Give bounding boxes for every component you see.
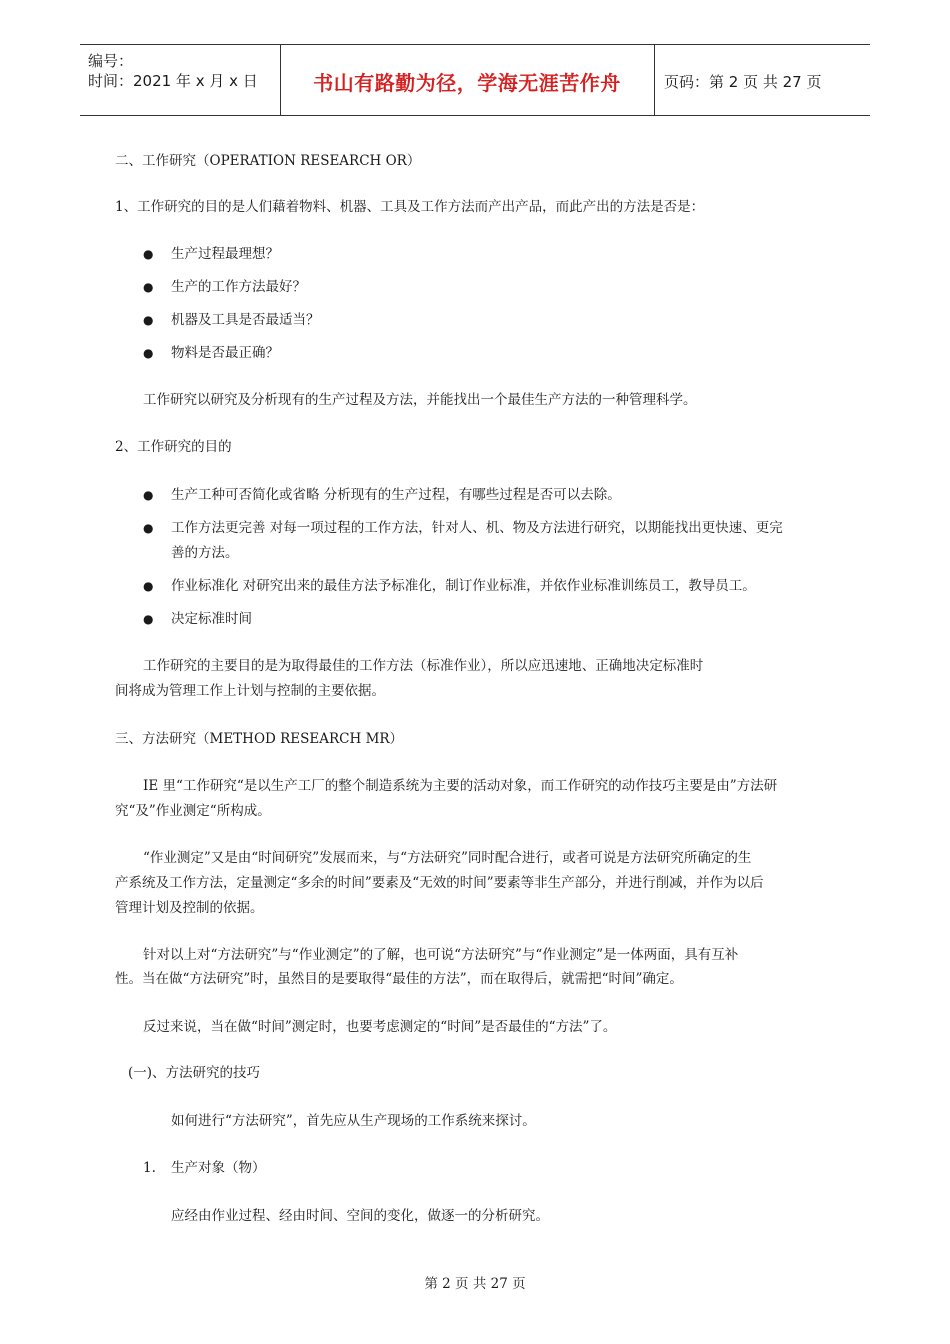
list-item: 工作方法更完善 对每一项过程的工作方法，针对人、机、物及方法进行研究，以期能找出更快速、更完 [171,520,783,536]
paragraph: 2、工作研究的目的 [115,439,232,455]
section-heading: 三、方法研究（METHOD RESEARCH MR） [115,731,404,747]
list-number: 1. [143,1160,156,1176]
bullet-icon: ● [143,313,154,327]
date-label: 时间：2021 年 x 月 x 日 [88,72,258,90]
paragraph: 工作研究以研究及分析现有的生产过程及方法，并能找出一个最佳生产方法的一种管理科学。 [143,392,697,408]
paragraph: 如何进行“方法研究”，首先应从生产现场的工作系统来探讨。 [171,1113,536,1129]
paragraph: “作业测定”又是由“时间研究”发展而来，与“方法研究”同时配合进行，或者可说是方法研究所确定的生 [143,850,752,866]
list-item: 机器及工具是否最适当？ [171,312,320,328]
list-item: 决定标准时间 [171,611,252,627]
subsection-heading: (一)、方法研究的技巧 [128,1065,261,1081]
paragraph: 应经由作业过程、经由时间、空间的变化，做逐一的分析研究。 [171,1208,549,1224]
paragraph: 工作研究的主要目的是为取得最佳的工作方法（标准作业），所以应迅速地、正确地决定标准时 [143,658,704,674]
paragraph: 反过来说，当在做“时间”测定时，也要考虑测定的“时间”是否最佳的“方法”了。 [143,1019,617,1035]
list-item: 生产工种可否简化或省略 分析现有的生产过程，有哪些过程是否可以去除。 [171,487,621,503]
header-divider [654,45,655,115]
list-item-continuation: 善的方法。 [171,545,239,561]
number-label: 编号： [88,52,134,70]
list-item: 作业标准化 对研究出来的最佳方法予标准化，制订作业标准，并依作业标准训练员工，教导员工。 [171,578,756,594]
paragraph: 究“及”作业测定“所构成。 [115,803,271,819]
list-item: 物料是否最正确？ [171,345,279,361]
section-heading: 二、工作研究（OPERATION RESEARCH OR） [115,153,421,169]
page-footer: 第 2 页 共 27 页 [424,1276,526,1292]
bullet-icon: ● [143,346,154,360]
paragraph: 1、工作研究的目的是人们藉着物料、机器、工具及工作方法而产出产品，而此产出的方法是否是： [115,199,705,215]
bullet-icon: ● [143,280,154,294]
list-item: 生产的工作方法最好？ [171,279,306,295]
page-header [80,44,870,116]
bullet-icon: ● [143,488,154,502]
list-item: 生产对象（物） [171,1160,266,1176]
paragraph: 产系统及工作方法，定量测定“多余的时间”要素及“无效的时间”要素等非生产部分，并进行削减，并作为以后 [115,875,764,891]
bullet-icon: ● [143,612,154,626]
bullet-icon: ● [143,579,154,593]
paragraph: IE 里“工作研究“是以生产工厂的整个制造系统为主要的活动对象，而工作研究的动作技巧主要是由”方法研 [143,778,778,794]
paragraph: 性。当在做“方法研究”时，虽然目的是要取得“最佳的方法”，而在取得后，就需把“时间”确定。 [115,971,683,987]
header-motto: 书山有路勤为径，学海无涯苦作舟 [313,71,621,95]
paragraph: 针对以上对“方法研究”与“作业测定”的了解，也可说“方法研究”与“作业测定”是一体两面，具有互补 [143,947,739,963]
list-item: 生产过程最理想？ [171,246,279,262]
bullet-icon: ● [143,247,154,261]
paragraph: 间将成为管理工作上计划与控制的主要依据。 [115,683,385,699]
bullet-icon: ● [143,521,154,535]
header-meta [88,51,258,91]
paragraph: 管理计划及控制的依据。 [115,900,264,916]
header-page-info: 页码：第 2 页 共 27 页 [664,73,822,91]
